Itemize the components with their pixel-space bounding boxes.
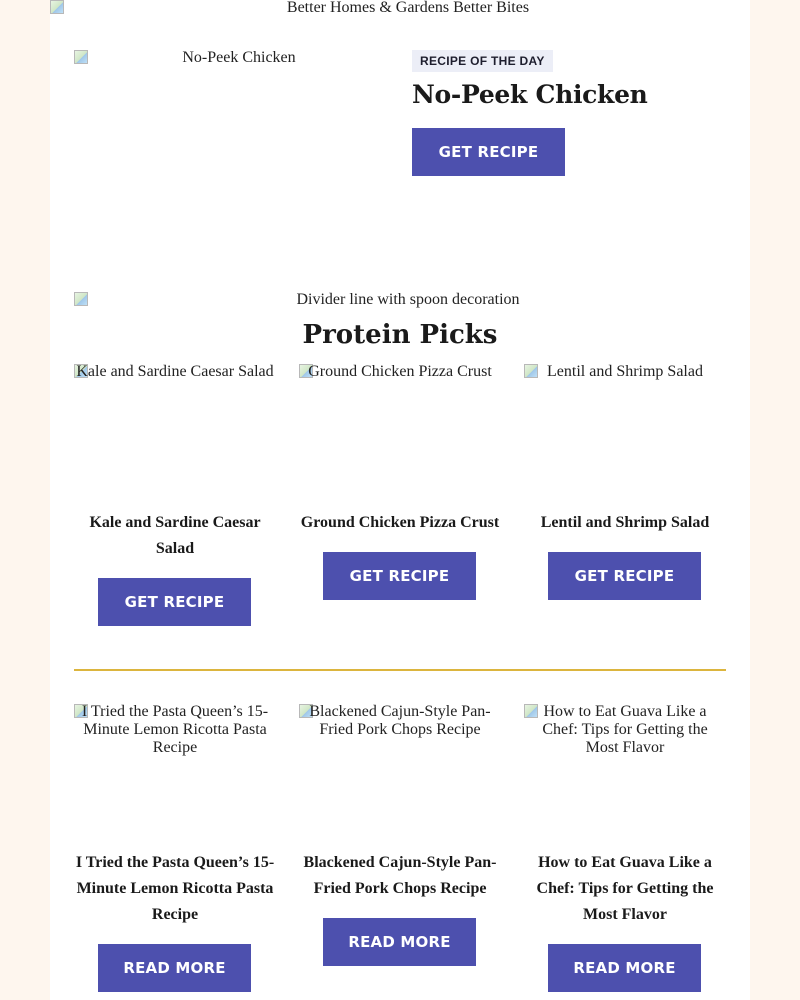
article-card-image-alt: I Tried the Pasta Queen’s 15-Minute Lemon Ricotta Pasta Recipe [81,703,269,756]
get-recipe-button[interactable]: GET RECIPE [98,578,251,626]
recipe-card-image-alt: Ground Chicken Pizza Crust [308,363,492,380]
hero-image-alt-text: No-Peek Chicken [182,49,296,66]
recipe-card-title[interactable]: Kale and Sardine Caesar Salad [89,514,261,557]
recipe-card-image[interactable] [299,364,501,494]
article-card [74,703,276,923]
article-card-image[interactable] [524,704,726,834]
hero-image[interactable] [74,50,400,250]
article-card [524,703,726,923]
article-card-image-alt: Blackened Cajun-Style Pan-Fried Pork Chops Recipe [309,703,491,738]
read-more-button[interactable]: READ MORE [323,918,476,966]
brand-logo[interactable] [50,0,750,18]
recipe-card [524,363,726,531]
divider-alt-text: Divider line with spoon decoration [296,291,520,308]
hero-get-recipe-button[interactable]: GET RECIPE [412,128,565,176]
get-recipe-button[interactable]: GET RECIPE [548,552,701,600]
article-card-title[interactable]: Blackened Cajun-Style Pan-Fried Pork Chops Recipe [303,854,497,897]
recipe-card [299,363,501,531]
brand-logo-alt-text: Better Homes & Gardens Better Bites [286,0,530,16]
protein-picks-title: Protein Picks [302,320,498,350]
article-card-image[interactable] [74,704,276,834]
email-content [50,0,750,1000]
recipe-card-title[interactable]: Lentil and Shrimp Salad [540,514,710,531]
article-card-image[interactable] [299,704,501,834]
recipe-card-image[interactable] [524,364,726,494]
recipe-card-image[interactable] [74,364,276,494]
recipe-card-image-alt: Kale and Sardine Caesar Salad [76,363,274,380]
article-card [299,703,501,897]
recipe-card-title[interactable]: Ground Chicken Pizza Crust [300,514,500,531]
hero-title[interactable]: No-Peek Chicken [412,80,648,109]
recipe-card [74,363,276,557]
read-more-button[interactable]: READ MORE [548,944,701,992]
article-card-title[interactable]: I Tried the Pasta Queen’s 15-Minute Lemon Ricotta Pasta Recipe [75,854,275,923]
get-recipe-button[interactable]: GET RECIPE [323,552,476,600]
article-card-image-alt: How to Eat Guava Like a Chef: Tips for Getting the Most Flavor [542,703,708,756]
read-more-button[interactable]: READ MORE [98,944,251,992]
section-divider-rule [74,669,726,671]
article-card-title[interactable]: How to Eat Guava Like a Chef: Tips for Getting the Most Flavor [536,854,714,923]
recipe-card-image-alt: Lentil and Shrimp Salad [547,363,703,380]
recipe-of-the-day-badge: RECIPE OF THE DAY [412,50,553,72]
spoon-divider-image [74,292,726,310]
